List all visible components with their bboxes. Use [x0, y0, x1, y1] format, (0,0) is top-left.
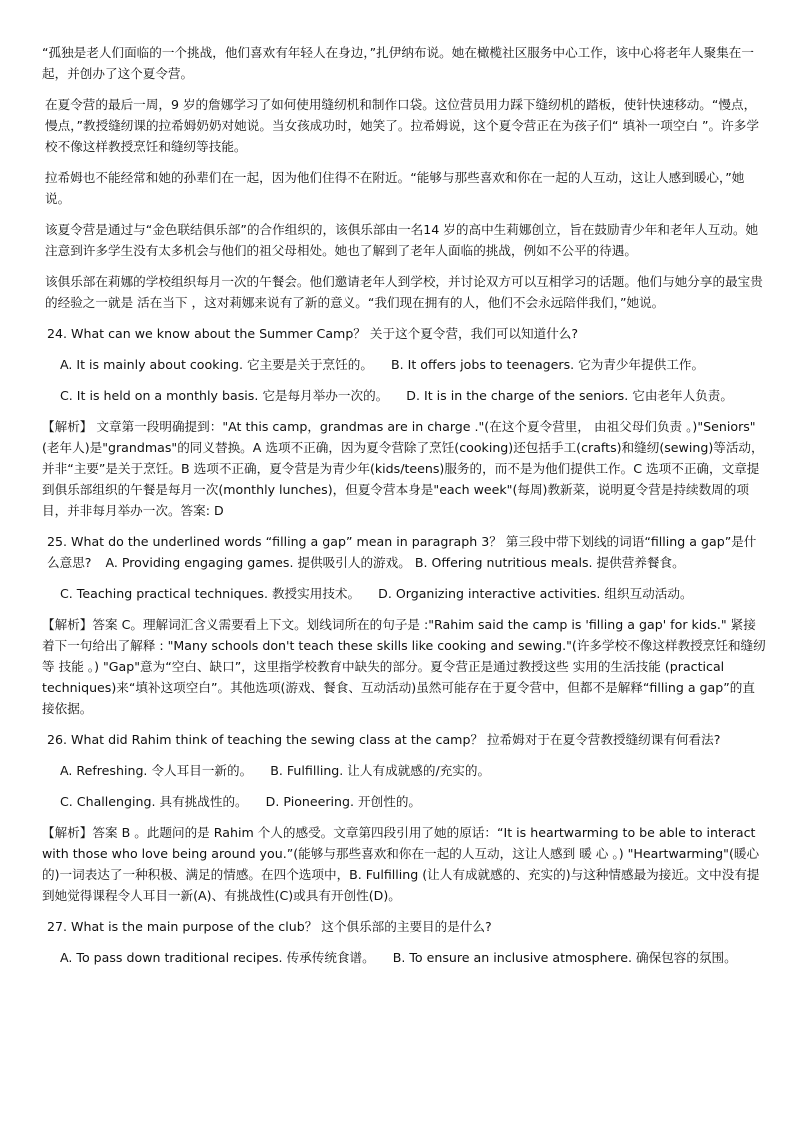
passage-paragraph-5: 该俱乐部在莉娜的学校组织每月一次的午餐会。他们邀请老年人到学校，并讨论双方可以互相学习的话题。他们与她分享的最宝贵的经验之一就是 活在当下 ，这对莉娜来说有了新的意义。“我们现在拥有的人，他们不会永远陪伴我们，”她说。 [45, 274, 763, 310]
question-25-options-ab: A. Providing engaging games. 提供吸引人的游戏。 B. Offering nutritious meals. 提供营养餐食。 [105, 555, 685, 570]
question-24-stem: 24. What can we know about the Summer Camp？ 关于这个夏令营，我们可以知道什么? [47, 326, 579, 341]
passage-paragraph-2: 在夏令营的最后一周，9 岁的詹娜学习了如何使用缝纫机和制作口袋。这位营员用力踩下缝纫机的踏板，使针快速移动。“慢点，慢点，”教授缝纫课的拉希姆奶奶对她说。当女孩成功时，她笑了。拉希姆说，这个夏令营正在为孩子们“ 填补一项空白 ”。许多学校不像这样教授烹饪和缝纫等技能。 [45, 97, 759, 154]
passage-paragraph-1: “孤独是老人们面临的一个挑战，他们喜欢有年轻人在身边，”扎伊纳布说。她在橄榄社区服务中心工作，该中心将老年人聚集在一起，并创办了这个夏令营。 [42, 45, 754, 81]
question-26-options-row-1 [42, 760, 766, 781]
question-25-stem-text: 25. What do the underlined words “filling a gap” mean in paragraph 3？ 第三段中带下划线的词语“filling a gap”是什么意思? [47, 534, 757, 570]
question-25-option-c: C. Teaching practical techniques. 教授实用技术。 [60, 586, 361, 601]
question-25-option-d: D. Organizing interactive activities. 组织互动活动。 [378, 586, 693, 601]
question-25-stem [42, 531, 766, 573]
question-27-stem: 27. What is the main purpose of the club？ 这个俱乐部的主要目的是什么? [47, 919, 492, 934]
question-25-options-row-2 [42, 583, 766, 604]
question-24-option-c: C. It is held on a monthly basis. 它是每月举办一次的。 [60, 388, 389, 403]
passage-paragraph-4: 该夏令营是通过与“金色联结俱乐部”的合作组织的，该俱乐部由一名14 岁的高中生莉娜创立，旨在鼓励青少年和老年人互动。她注意到许多学生没有太多机会与他们的祖父母相处。她也了解到了老年人面临的挑战，例如不公平的待遇。 [45, 222, 759, 258]
question-26-option-b: B. Fulfilling. 让人有成就感的/充实的。 [270, 763, 491, 778]
question-24-options-row-1 [42, 354, 766, 375]
question-26-stem: 26. What did Rahim think of teaching the sewing class at the camp？ 拉希姆对于在夏令营教授缝纫课有何看法? [47, 732, 721, 747]
passage-paragraph-3: 拉希姆也不能经常和她的孙辈们在一起，因为他们住得不在附近。“能够与那些喜欢和你在一起的人互动，这让人感到暖心，”她说。 [45, 170, 745, 206]
question-24-option-a: A. It is mainly about cooking. 它主要是关于烹饪的。 [60, 357, 373, 372]
question-26-option-a: A. Refreshing. 令人耳目一新的。 [60, 763, 253, 778]
question-24-options-row-2 [42, 385, 766, 406]
question-26-option-d: D. Pioneering. 开创性的。 [265, 794, 422, 809]
question-26-options-row-2 [42, 791, 766, 812]
question-25-explanation: 【解析】答案 C。理解词汇含义需要看上下文。划线词所在的句子是 :"Rahim said the camp is 'filling a gap' for kids." 紧接着下一句给出了解释 : "Many schools don't teach these skills like cooking and sewing."(许多学校不像这样教授烹饪和缝纫等 技能 。) "Gap"意为“空白、缺口”，这里指学校教育中缺失的部分。夏令营正是通过教授这些 实用的生活技能 (practical techniques)来“填补这项空白”。其他选项(游戏、餐食、互动活动)虽然可能存在于夏令营中，但都不是解释“filling a gap”的直接依据。 [42, 617, 766, 716]
question-27-options-row-1 [42, 947, 766, 968]
question-26-option-c: C. Challenging. 具有挑战性的。 [60, 794, 248, 809]
question-27-option-a: A. To pass down traditional recipes. 传承传统食谱。 [60, 950, 375, 965]
question-24-option-d: D. It is in the charge of the seniors. 它由老年人负责。 [406, 388, 733, 403]
question-24-option-b: B. It offers jobs to teenagers. 它为青少年提供工作。 [390, 357, 705, 372]
question-26-explanation: 【解析】答案 B 。此题问的是 Rahim 个人的感受。文章第四段引用了她的原话：“It is heartwarming to be able to interact with those who love being around you.”(能够与那些喜欢和你在一起的人互动，这让人感到 暖 心 。) "Heartwarming"(暖心的)一词表达了一种积极、满足的情感。在四个选项中，B. Fulfilling (让人有成就感的、充实的)与这种情感最为接近。文中没有提到她觉得课程令人耳目一新(A)、有挑战性(C)或具有开创性(D)。 [42, 825, 760, 903]
question-24-explanation: 【解析】 文章第一段明确提到："At this camp，grandmas are in charge ."(在这个夏令营里， 由祖父母们负责 。)"Seniors"(老年人)是"grandmas"的同义替换。A 选项不正确，因为夏令营除了烹饪(cooking)还包括手工(crafts)和缝纫(sewing)等活动，并非“主要”是关于烹饪。B 选项不正确，夏令营是为青少年(kids/teens)服务的，而不是为他们提供工作。C 选项不正确，文章提到俱乐部组织的午餐是每月一次(monthly lunches)，但夏令营本身是"each week"(每周)教新菜，说明夏令营是持续数周的项目，并非每月举办一次。答案: D [42, 419, 764, 518]
question-27-option-b: B. To ensure an inclusive atmosphere. 确保包容的氛围。 [392, 950, 737, 965]
document-page [42, 42, 766, 978]
